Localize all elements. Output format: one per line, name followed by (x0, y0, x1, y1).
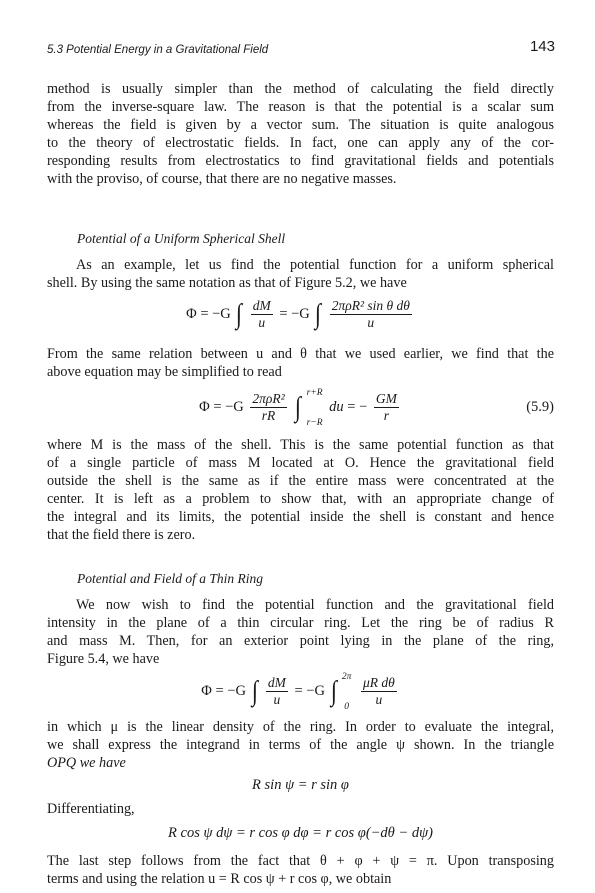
fraction-numerator: GM (375, 391, 397, 407)
integral-sign: ∫ (251, 675, 258, 707)
text-line: shell. By using the same notation as that of Figure 5.2, we have (47, 275, 407, 291)
fraction-numerator: dM (267, 675, 286, 691)
fraction (374, 391, 399, 424)
integral-limits (307, 388, 323, 428)
eq-lhs: Φ = −G (186, 306, 231, 322)
ring-paragraph-3 (47, 852, 554, 888)
section-heading-thin-ring: Potential and Field of a Thin Ring (77, 571, 263, 586)
page-number: 143 (529, 38, 555, 55)
fraction-denominator: u (258, 315, 266, 331)
fraction-numerator: 2πρR² sin θ dθ (331, 298, 410, 314)
shell-paragraph-2 (47, 345, 554, 381)
equation-shell-potential-integral (47, 292, 554, 336)
shell-paragraph-3 (47, 436, 554, 544)
fraction (330, 298, 412, 331)
eq-middle: = − (347, 399, 368, 415)
ring-paragraph-1 (47, 596, 554, 668)
equation-5-9 (47, 382, 554, 432)
text-line: As an example, let us find the potential function for a uniform spherical (76, 257, 554, 273)
ring-paragraph-2 (47, 718, 554, 772)
integral-sign: ∫ (330, 675, 337, 707)
text-line: Differentiating, (47, 801, 135, 817)
eq-lhs: Φ = −G (199, 399, 244, 415)
text-line: OPQ we have (47, 755, 126, 771)
fraction (250, 391, 286, 424)
equation-differentiated: R cos ψ dψ = r cos φ dφ = r cos φ(−dθ − dψ) (168, 825, 433, 841)
fraction-denominator: rR (261, 408, 276, 424)
text-line: outside the shell is the same as if the entire mass were concentrated at the (47, 473, 554, 489)
text-line: responding results from electrostatics to find gravitational fields and potentials (47, 153, 554, 169)
integral-sign: ∫ (315, 298, 322, 330)
upper-limit: r+R (306, 387, 323, 398)
fraction (361, 675, 397, 708)
text-line: of a single particle of mass M located at O. Hence the gravitational field (47, 455, 554, 471)
text-line: The last step follows from the fact that θ + φ + ψ = π. Upon transposing (47, 853, 554, 869)
equation-sine-relation: R sin ψ = r sin φ (252, 777, 349, 793)
text-line: we shall express the integrand in terms of the angle ψ shown. In the triangle (47, 737, 554, 753)
fraction (251, 298, 273, 331)
text-line: where M is the mass of the shell. This is the same potential function as that (47, 437, 554, 453)
text-line: Figure 5.4, we have (47, 651, 160, 667)
intro-paragraph (47, 80, 554, 188)
text-line: We now wish to find the potential function and the gravitational field (76, 597, 554, 613)
integral-sign: ∫ (295, 391, 302, 423)
fraction-denominator: u (375, 692, 383, 708)
text-line: in which μ is the linear density of the ring. In order to evaluate the integral, (47, 719, 554, 735)
fraction-denominator: u (367, 315, 375, 331)
eq-lhs: Φ = −G (201, 683, 246, 699)
text-line: that the field there is zero. (47, 527, 196, 543)
page-header (47, 38, 555, 60)
text-line: and mass M. Then, for an exterior point lying in the plane of the ring, (47, 633, 554, 649)
fraction-denominator: u (273, 692, 281, 708)
fraction-numerator: 2πρR² (252, 391, 285, 407)
upper-limit: 2π (341, 671, 352, 682)
text-line: from the inverse-square law. The reason is that the potential is a scalar sum (47, 99, 554, 115)
fraction-denominator: r (383, 408, 390, 424)
lower-limit: 0 (344, 701, 349, 712)
integrand: du (329, 399, 344, 415)
integral-sign: ∫ (236, 298, 243, 330)
fraction-numerator: dM (252, 298, 271, 314)
equation-ring-potential (47, 668, 554, 714)
shell-paragraph-1 (47, 256, 554, 292)
eq-middle: = −G (279, 306, 310, 322)
text-line: with the proviso, of course, that there are no negative masses. (47, 171, 397, 187)
text-line: the integral and its limits, the potential inside the shell is constant and hence (47, 509, 554, 525)
text-line: intensity in the plane of a thin circular ring. Let the ring be of radius R (47, 615, 554, 631)
running-head: 5.3 Potential Energy in a Gravitational Field (47, 44, 269, 56)
text-line: terms and using the relation u = R cos ψ + r cos φ, we obtain (47, 871, 392, 887)
fraction (266, 675, 288, 708)
text-line: From the same relation between u and θ that we used earlier, we find that the (47, 346, 554, 362)
lower-limit: r−R (306, 417, 323, 428)
section-heading-spherical-shell: Potential of a Uniform Spherical Shell (77, 231, 286, 246)
text-line: method is usually simpler than the method of calculating the field directly (47, 81, 554, 97)
text-line: center. It is left as a problem to show that, with an appropriate change of (47, 491, 554, 507)
differentiating-label (47, 800, 554, 818)
integral-limits (342, 672, 352, 712)
fraction-numerator: μR dθ (362, 675, 395, 691)
eq-middle: = −G (294, 683, 325, 699)
text-line: to the theory of electrostatic fields. In fact, one can apply any of the cor- (47, 135, 554, 151)
text-line: above equation may be simplified to read (47, 364, 282, 380)
text-line: whereas the field is given by a vector sum. The situation is quite analogous (47, 117, 554, 133)
equation-number: (5.9) (526, 399, 554, 415)
